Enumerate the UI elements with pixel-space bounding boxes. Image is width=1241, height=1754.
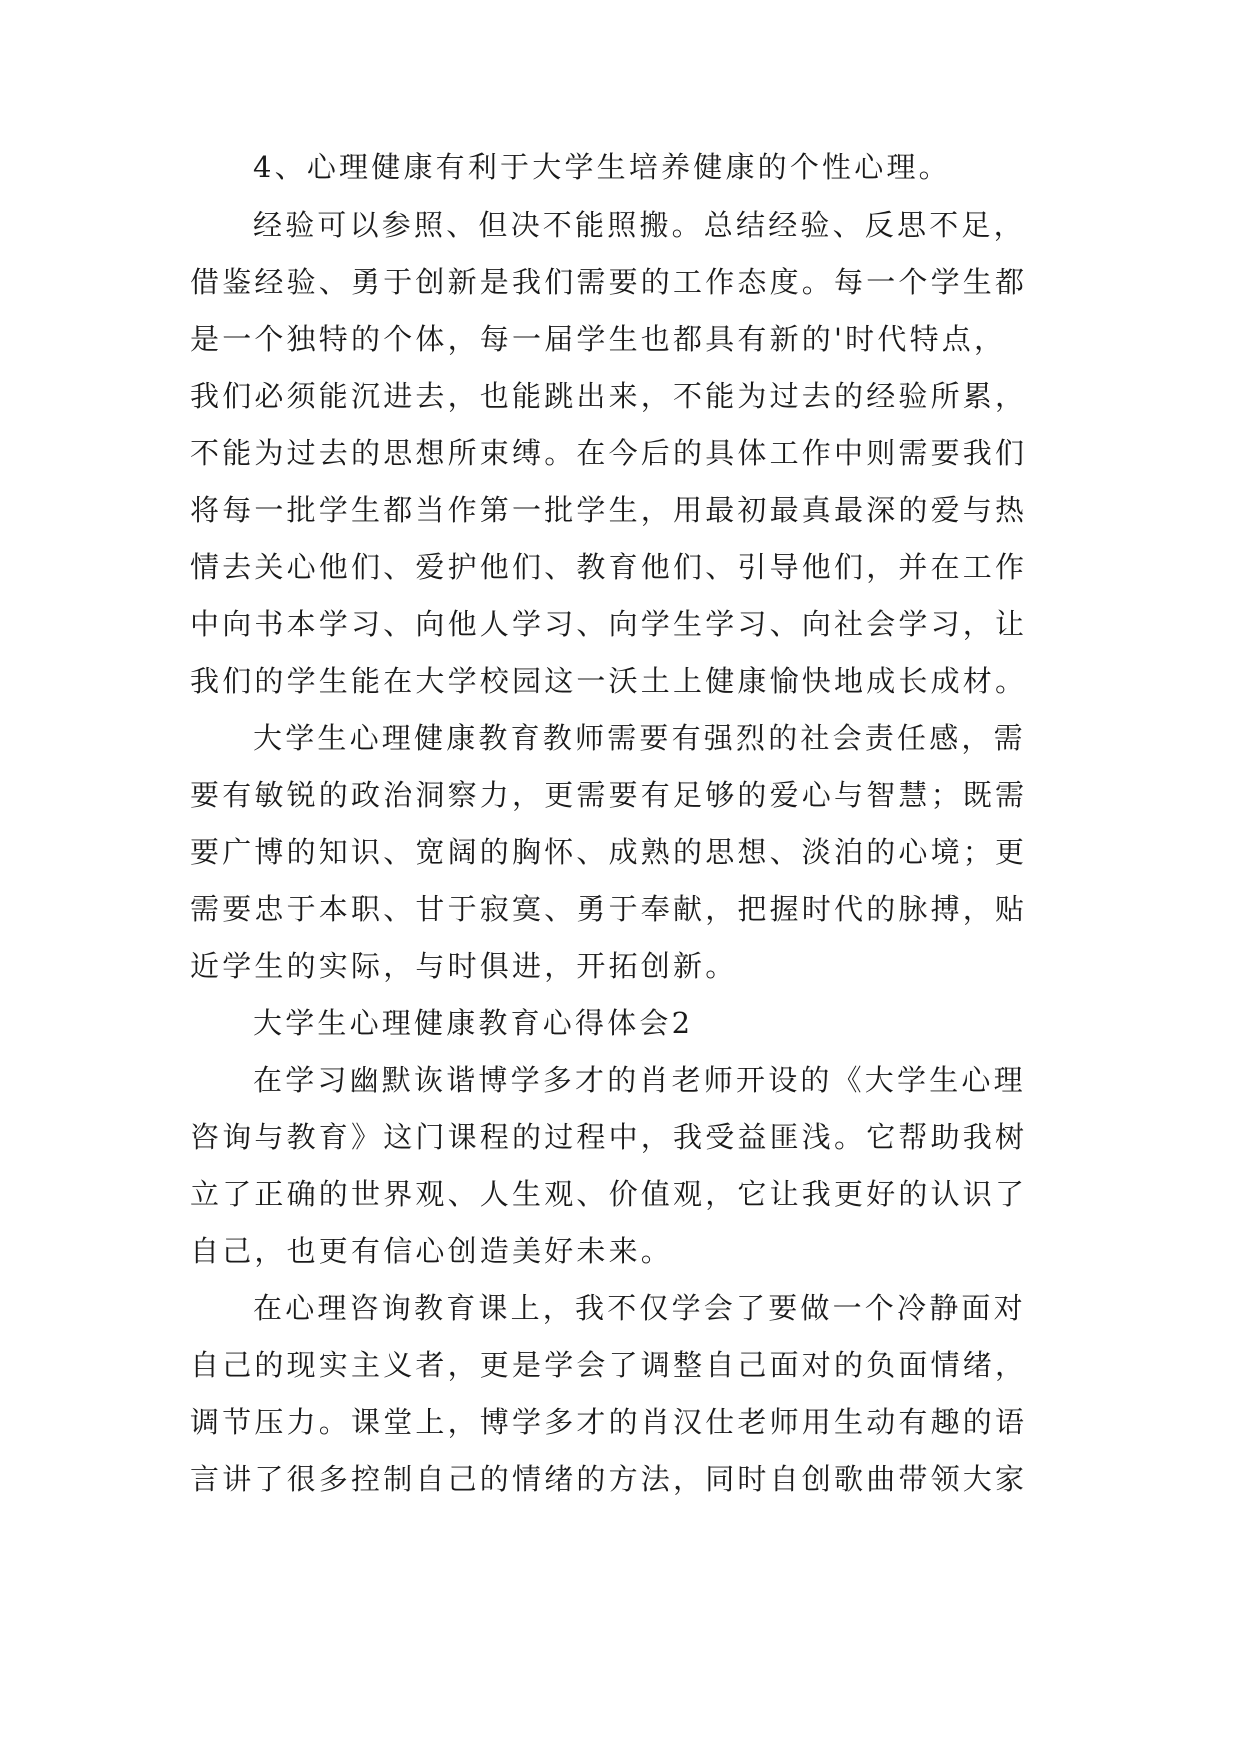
- paragraph-line: 近学生的实际，与时俱进，开拓创新。: [190, 949, 738, 983]
- paragraph-line: 不能为过去的思想所束缚。在今后的具体工作中则需要我们: [190, 436, 1028, 470]
- paragraph-line: 自己，也更有信心创造美好未来。: [190, 1234, 674, 1268]
- paragraph-line: 情去关心他们、爱护他们、教育他们、引导他们，并在工作: [190, 550, 1028, 584]
- paragraph-line: 在心理咨询教育课上，我不仅学会了要做一个冷静面对: [253, 1291, 1026, 1325]
- paragraph-line: 中向书本学习、向他人学习、向学生学习、向社会学习，让: [190, 607, 1028, 641]
- paragraph-line: 是一个独特的个体，每一届学生也都具有新的'时代特点，: [190, 322, 1007, 356]
- paragraph-line: 借鉴经验、勇于创新是我们需要的工作态度。每一个学生都: [190, 265, 1028, 299]
- paragraph-line: 立了正确的世界观、人生观、价值观，它让我更好的认识了: [190, 1177, 1028, 1211]
- paragraph-line: 需要忠于本职、甘于寂寞、勇于奉献，把握时代的脉搏，贴: [190, 892, 1028, 926]
- paragraph-line: 要有敏锐的政治洞察力，更需要有足够的爱心与智慧；既需: [190, 778, 1028, 812]
- paragraph-line: 我们的学生能在大学校园这一沃土上健康愉快地成长成材。: [190, 664, 1028, 698]
- paragraph-line: 4、心理健康有利于大学生培养健康的个性心理。: [253, 150, 951, 184]
- section-heading: 大学生心理健康教育心得体会2: [253, 1006, 694, 1040]
- paragraph-line: 自己的现实主义者，更是学会了调整自己面对的负面情绪，: [190, 1348, 1028, 1382]
- paragraph-line: 咨询与教育》这门课程的过程中，我受益匪浅。它帮助我树: [190, 1120, 1028, 1154]
- paragraph-line: 言讲了很多控制自己的情绪的方法，同时自创歌曲带领大家: [190, 1462, 1028, 1496]
- paragraph-line: 经验可以参照、但决不能照搬。总结经验、反思不足，: [253, 208, 1026, 242]
- paragraph-line: 将每一批学生都当作第一批学生，用最初最真最深的爱与热: [190, 493, 1028, 527]
- paragraph-line: 大学生心理健康教育教师需要有强烈的社会责任感，需: [253, 721, 1026, 755]
- paragraph-line: 在学习幽默诙谐博学多才的肖老师开设的《大学生心理: [253, 1063, 1026, 1097]
- paragraph-line: 我们必须能沉进去，也能跳出来，不能为过去的经验所累，: [190, 379, 1028, 413]
- paragraph-line: 要广博的知识、宽阔的胸怀、成熟的思想、淡泊的心境；更: [190, 835, 1028, 869]
- paragraph-line: 调节压力。课堂上，博学多才的肖汉仕老师用生动有趣的语: [190, 1405, 1028, 1439]
